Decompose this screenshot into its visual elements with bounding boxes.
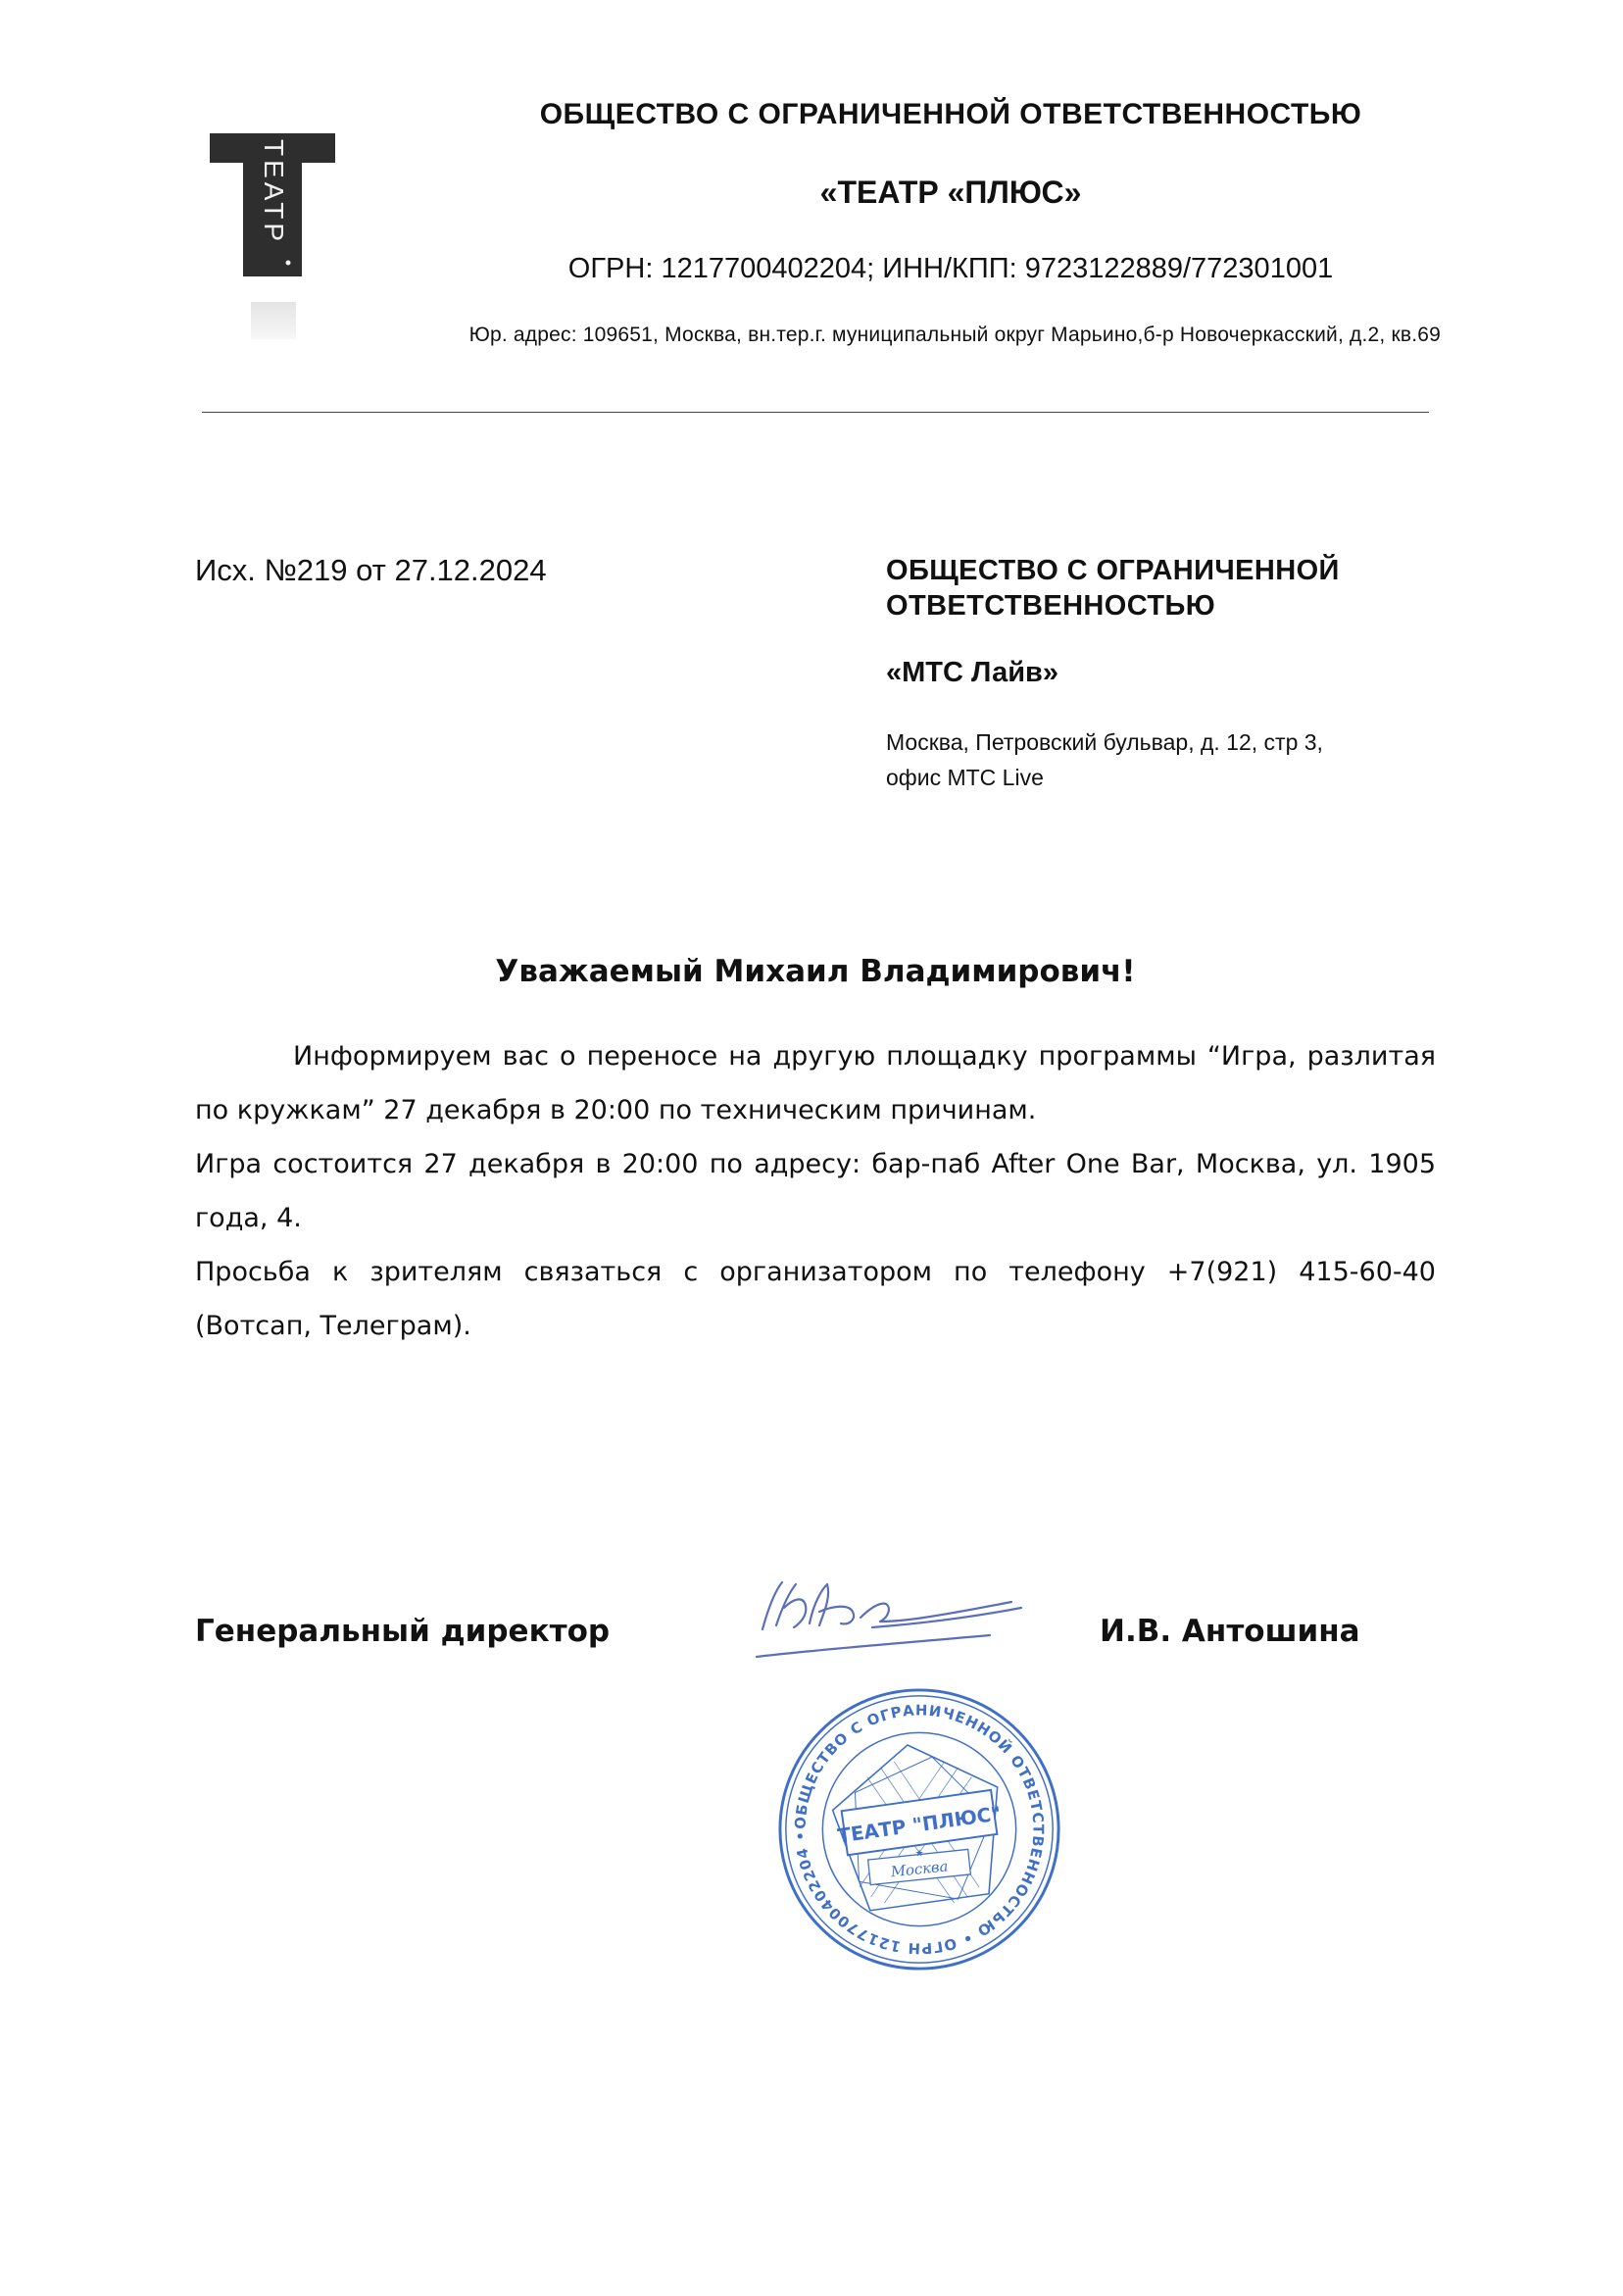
outgoing-reference: Исх. №219 от 27.12.2024 xyxy=(195,553,547,587)
addressee-org-line-1: ОБЩЕСТВО С ОГРАНИЧЕННОЙ xyxy=(886,555,1340,586)
letter-body xyxy=(195,1029,1436,1353)
addressee-org-line-2: ОТВЕТСТВЕННОСТЬЮ xyxy=(886,590,1216,622)
letterhead-registration-ids: ОГРН: 1217700402204; ИНН/КПП: 9723122889/772301001 xyxy=(567,253,1334,284)
logo-vertical-text xyxy=(259,139,289,245)
logo-reflection xyxy=(251,302,296,339)
signatory-title: Генеральный директор xyxy=(195,1614,611,1649)
body-paragraph-2: Игра состоится 27 декабря в 20:00 по адресу: бар-паб After One Bar, Москва, ул. 1905 года, 4. xyxy=(195,1149,1436,1233)
addressee-org-type xyxy=(886,553,1435,624)
handwritten-signature xyxy=(755,1569,1029,1676)
addressee-address-line-1: Москва, Петровский бульвар, д. 12, стр 3, xyxy=(886,729,1323,755)
signatory-name: И.В. Антошина xyxy=(1100,1614,1360,1649)
seal-center-name: ТЕАТР "ПЛЮС" xyxy=(836,1802,1003,1848)
seal-star-icon: ★ xyxy=(914,1848,924,1860)
addressee-block xyxy=(886,553,1435,795)
addressee-name: «МТС Лайв» xyxy=(886,657,1058,688)
seal-city: Москва xyxy=(890,1858,950,1881)
addressee-address xyxy=(886,724,1435,795)
letterhead-org-name: «ТЕАТР «ПЛЮС» xyxy=(819,175,1082,210)
greeting: Уважаемый Михаил Владимирович! xyxy=(495,954,1136,989)
seal-ring-text: ОБЩЕСТВО С ОГРАНИЧЕННОЙ ОТВЕТСТВЕННОСТЬЮ • ОГРН 1217700402204 • xyxy=(792,1702,1047,1957)
svg-text:ТЕАТР: ТЕАТР xyxy=(259,139,289,246)
company-logo xyxy=(210,133,335,276)
letterhead-org-type: ОБЩЕСТВО С ОГРАНИЧЕННОЙ ОТВЕТСТВЕННОСТЬЮ xyxy=(539,98,1362,130)
company-seal xyxy=(774,1684,1064,1974)
letterhead-divider xyxy=(202,412,1429,413)
addressee-address-line-2: офис МТС Live xyxy=(886,765,1044,790)
body-paragraph-1: Информируем вас о переносе на другую площадку программы “Игра, разлитая по кружкам” 27 декабря в 20:00 по техническим причинам. xyxy=(195,1041,1436,1125)
letterhead-legal-address: Юр. адрес: 109651, Москва, вн.тер.г. муниципальный округ Марьино,б-р Новочеркасский, д.2, кв.69 xyxy=(468,324,1441,346)
body-paragraph-3: Просьба к зрителям связаться с организатором по телефону +7(921) 415-60-40 (Вотсап, Телеграм). xyxy=(195,1257,1436,1341)
